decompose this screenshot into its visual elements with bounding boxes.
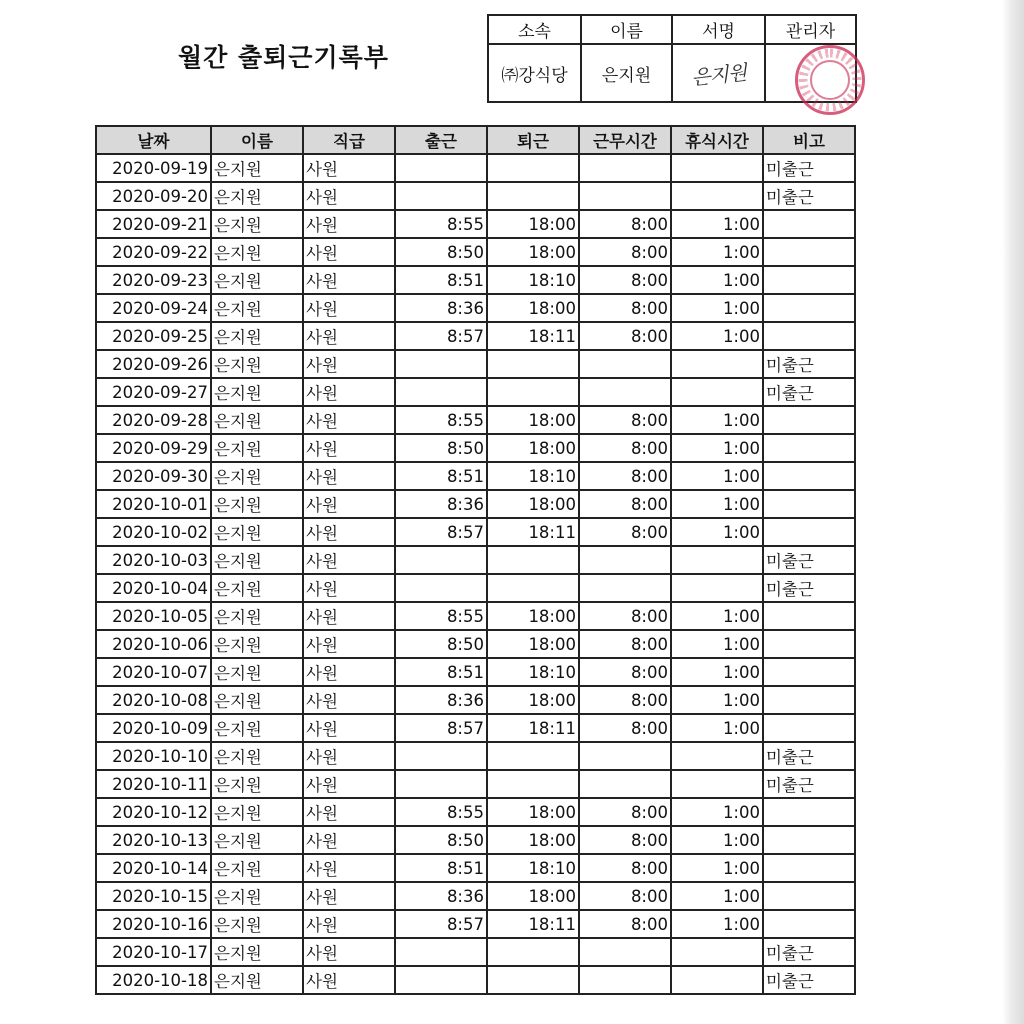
cell-clock-in: 8:57 xyxy=(395,714,487,742)
approval-header-name: 이름 xyxy=(581,15,672,44)
cell-clock-out xyxy=(487,574,579,602)
cell-date: 2020-09-27 xyxy=(96,378,211,406)
cell-work-hours: 8:00 xyxy=(579,434,671,462)
cell-rank: 사원 xyxy=(303,770,395,798)
cell-name: 은지원 xyxy=(211,546,303,574)
table-row xyxy=(96,322,855,350)
cell-clock-in xyxy=(395,350,487,378)
cell-work-hours: 8:00 xyxy=(579,406,671,434)
table-row xyxy=(96,686,855,714)
cell-name: 은지원 xyxy=(211,518,303,546)
cell-clock-in: 8:51 xyxy=(395,658,487,686)
cell-clock-out: 18:11 xyxy=(487,518,579,546)
cell-name: 은지원 xyxy=(211,882,303,910)
cell-work-hours: 8:00 xyxy=(579,210,671,238)
cell-rank: 사원 xyxy=(303,798,395,826)
cell-clock-in: 8:57 xyxy=(395,322,487,350)
cell-rank: 사원 xyxy=(303,182,395,210)
cell-clock-out xyxy=(487,182,579,210)
cell-date: 2020-09-21 xyxy=(96,210,211,238)
cell-date: 2020-10-17 xyxy=(96,938,211,966)
cell-clock-in: 8:50 xyxy=(395,238,487,266)
cell-rank: 사원 xyxy=(303,854,395,882)
cell-date: 2020-10-10 xyxy=(96,742,211,770)
log-header-note: 비고 xyxy=(763,126,855,154)
cell-date: 2020-10-14 xyxy=(96,854,211,882)
cell-note xyxy=(763,826,855,854)
cell-date: 2020-10-08 xyxy=(96,686,211,714)
name-value: 은지원 xyxy=(581,44,672,102)
cell-break-hours: 1:00 xyxy=(671,882,763,910)
cell-clock-in xyxy=(395,770,487,798)
cell-clock-in: 8:36 xyxy=(395,490,487,518)
cell-name: 은지원 xyxy=(211,630,303,658)
cell-date: 2020-09-26 xyxy=(96,350,211,378)
cell-rank: 사원 xyxy=(303,322,395,350)
cell-note xyxy=(763,434,855,462)
company-seal-stamp xyxy=(795,45,865,115)
cell-work-hours xyxy=(579,154,671,182)
cell-clock-in xyxy=(395,966,487,994)
cell-work-hours xyxy=(579,770,671,798)
cell-work-hours: 8:00 xyxy=(579,238,671,266)
cell-clock-out: 18:00 xyxy=(487,406,579,434)
table-row xyxy=(96,714,855,742)
cell-rank: 사원 xyxy=(303,546,395,574)
cell-note xyxy=(763,910,855,938)
cell-work-hours: 8:00 xyxy=(579,462,671,490)
cell-break-hours: 1:00 xyxy=(671,518,763,546)
cell-note xyxy=(763,630,855,658)
cell-clock-out: 18:00 xyxy=(487,686,579,714)
cell-note xyxy=(763,406,855,434)
cell-note: 미출근 xyxy=(763,742,855,770)
cell-break-hours: 1:00 xyxy=(671,406,763,434)
page-edge-shadow xyxy=(1002,0,1024,1024)
table-row xyxy=(96,938,855,966)
cell-work-hours xyxy=(579,966,671,994)
cell-clock-out: 18:00 xyxy=(487,602,579,630)
cell-note xyxy=(763,686,855,714)
cell-name: 은지원 xyxy=(211,742,303,770)
cell-clock-out: 18:00 xyxy=(487,826,579,854)
cell-break-hours xyxy=(671,770,763,798)
log-header-name: 이름 xyxy=(211,126,303,154)
cell-work-hours xyxy=(579,182,671,210)
cell-clock-in xyxy=(395,182,487,210)
cell-rank: 사원 xyxy=(303,490,395,518)
cell-note xyxy=(763,518,855,546)
cell-clock-out: 18:00 xyxy=(487,434,579,462)
table-row xyxy=(96,266,855,294)
cell-rank: 사원 xyxy=(303,910,395,938)
cell-note xyxy=(763,658,855,686)
table-row xyxy=(96,182,855,210)
table-row xyxy=(96,826,855,854)
cell-clock-out xyxy=(487,966,579,994)
cell-rank: 사원 xyxy=(303,686,395,714)
cell-name: 은지원 xyxy=(211,322,303,350)
cell-note: 미출근 xyxy=(763,154,855,182)
cell-rank: 사원 xyxy=(303,462,395,490)
table-row xyxy=(96,630,855,658)
table-row xyxy=(96,154,855,182)
cell-break-hours: 1:00 xyxy=(671,602,763,630)
cell-rank: 사원 xyxy=(303,518,395,546)
table-row xyxy=(96,798,855,826)
cell-rank: 사원 xyxy=(303,658,395,686)
cell-clock-in xyxy=(395,938,487,966)
cell-note xyxy=(763,210,855,238)
cell-name: 은지원 xyxy=(211,266,303,294)
cell-date: 2020-09-19 xyxy=(96,154,211,182)
cell-clock-out: 18:11 xyxy=(487,910,579,938)
cell-clock-in: 8:55 xyxy=(395,602,487,630)
cell-clock-out: 18:00 xyxy=(487,210,579,238)
cell-rank: 사원 xyxy=(303,966,395,994)
cell-break-hours: 1:00 xyxy=(671,210,763,238)
cell-name: 은지원 xyxy=(211,378,303,406)
cell-clock-in: 8:55 xyxy=(395,406,487,434)
cell-break-hours: 1:00 xyxy=(671,630,763,658)
cell-clock-in: 8:50 xyxy=(395,630,487,658)
cell-name: 은지원 xyxy=(211,154,303,182)
table-row xyxy=(96,462,855,490)
cell-rank: 사원 xyxy=(303,406,395,434)
table-row xyxy=(96,770,855,798)
cell-date: 2020-10-09 xyxy=(96,714,211,742)
cell-clock-out: 18:11 xyxy=(487,714,579,742)
cell-name: 은지원 xyxy=(211,182,303,210)
cell-clock-out: 18:00 xyxy=(487,490,579,518)
cell-date: 2020-09-28 xyxy=(96,406,211,434)
cell-date: 2020-09-30 xyxy=(96,462,211,490)
cell-clock-out: 18:11 xyxy=(487,322,579,350)
cell-note xyxy=(763,602,855,630)
log-header-row xyxy=(96,126,855,154)
cell-note: 미출근 xyxy=(763,182,855,210)
cell-break-hours: 1:00 xyxy=(671,714,763,742)
cell-clock-out xyxy=(487,546,579,574)
cell-clock-in: 8:51 xyxy=(395,854,487,882)
table-row xyxy=(96,378,855,406)
cell-work-hours: 8:00 xyxy=(579,686,671,714)
cell-break-hours: 1:00 xyxy=(671,238,763,266)
cell-clock-in xyxy=(395,378,487,406)
table-row xyxy=(96,406,855,434)
cell-clock-out xyxy=(487,378,579,406)
cell-clock-out: 18:00 xyxy=(487,630,579,658)
cell-rank: 사원 xyxy=(303,574,395,602)
cell-clock-in: 8:55 xyxy=(395,210,487,238)
cell-work-hours xyxy=(579,742,671,770)
attendance-log-table xyxy=(95,125,856,995)
cell-name: 은지원 xyxy=(211,826,303,854)
cell-clock-in: 8:50 xyxy=(395,826,487,854)
cell-work-hours xyxy=(579,378,671,406)
cell-break-hours: 1:00 xyxy=(671,322,763,350)
approval-header-manager: 관리자 xyxy=(765,15,856,44)
cell-note xyxy=(763,462,855,490)
cell-name: 은지원 xyxy=(211,490,303,518)
cell-break-hours xyxy=(671,742,763,770)
cell-rank: 사원 xyxy=(303,294,395,322)
cell-name: 은지원 xyxy=(211,210,303,238)
cell-break-hours xyxy=(671,938,763,966)
cell-clock-out: 18:10 xyxy=(487,266,579,294)
log-header-clock-out: 퇴근 xyxy=(487,126,579,154)
cell-rank: 사원 xyxy=(303,938,395,966)
cell-break-hours: 1:00 xyxy=(671,658,763,686)
cell-note: 미출근 xyxy=(763,378,855,406)
cell-rank: 사원 xyxy=(303,378,395,406)
cell-date: 2020-10-06 xyxy=(96,630,211,658)
table-row xyxy=(96,574,855,602)
cell-rank: 사원 xyxy=(303,238,395,266)
table-row xyxy=(96,238,855,266)
cell-date: 2020-10-07 xyxy=(96,658,211,686)
cell-clock-out xyxy=(487,938,579,966)
cell-break-hours xyxy=(671,966,763,994)
cell-clock-in xyxy=(395,546,487,574)
log-header-work-hours: 근무시간 xyxy=(579,126,671,154)
cell-name: 은지원 xyxy=(211,854,303,882)
cell-note xyxy=(763,490,855,518)
cell-note: 미출근 xyxy=(763,770,855,798)
cell-clock-in: 8:36 xyxy=(395,294,487,322)
cell-note xyxy=(763,882,855,910)
cell-work-hours: 8:00 xyxy=(579,882,671,910)
cell-name: 은지원 xyxy=(211,350,303,378)
cell-date: 2020-09-29 xyxy=(96,434,211,462)
cell-name: 은지원 xyxy=(211,574,303,602)
cell-rank: 사원 xyxy=(303,154,395,182)
cell-rank: 사원 xyxy=(303,742,395,770)
cell-rank: 사원 xyxy=(303,630,395,658)
cell-name: 은지원 xyxy=(211,714,303,742)
cell-rank: 사원 xyxy=(303,350,395,378)
cell-break-hours: 1:00 xyxy=(671,434,763,462)
cell-work-hours: 8:00 xyxy=(579,322,671,350)
cell-work-hours: 8:00 xyxy=(579,714,671,742)
cell-clock-out xyxy=(487,154,579,182)
cell-note xyxy=(763,854,855,882)
cell-note xyxy=(763,714,855,742)
cell-break-hours: 1:00 xyxy=(671,266,763,294)
cell-clock-out: 18:10 xyxy=(487,658,579,686)
cell-name: 은지원 xyxy=(211,770,303,798)
table-row xyxy=(96,294,855,322)
log-header-rank: 직급 xyxy=(303,126,395,154)
cell-work-hours: 8:00 xyxy=(579,630,671,658)
cell-clock-out xyxy=(487,770,579,798)
cell-work-hours: 8:00 xyxy=(579,602,671,630)
cell-clock-in: 8:57 xyxy=(395,518,487,546)
cell-date: 2020-10-04 xyxy=(96,574,211,602)
cell-name: 은지원 xyxy=(211,238,303,266)
cell-work-hours: 8:00 xyxy=(579,854,671,882)
stamp-center xyxy=(810,60,850,100)
cell-rank: 사원 xyxy=(303,210,395,238)
cell-note: 미출근 xyxy=(763,966,855,994)
cell-note xyxy=(763,322,855,350)
cell-date: 2020-10-18 xyxy=(96,966,211,994)
cell-clock-in: 8:36 xyxy=(395,882,487,910)
cell-note: 미출근 xyxy=(763,938,855,966)
cell-note: 미출근 xyxy=(763,350,855,378)
cell-date: 2020-10-11 xyxy=(96,770,211,798)
table-row xyxy=(96,882,855,910)
cell-clock-in: 8:50 xyxy=(395,434,487,462)
handwritten-signature: 은지원 xyxy=(690,59,748,90)
table-row xyxy=(96,518,855,546)
cell-clock-out: 18:00 xyxy=(487,798,579,826)
cell-date: 2020-09-25 xyxy=(96,322,211,350)
cell-name: 은지원 xyxy=(211,294,303,322)
cell-note xyxy=(763,294,855,322)
cell-break-hours: 1:00 xyxy=(671,826,763,854)
cell-date: 2020-10-05 xyxy=(96,602,211,630)
cell-clock-out xyxy=(487,742,579,770)
cell-clock-in: 8:55 xyxy=(395,798,487,826)
cell-break-hours xyxy=(671,182,763,210)
cell-work-hours: 8:00 xyxy=(579,266,671,294)
cell-rank: 사원 xyxy=(303,826,395,854)
table-row xyxy=(96,742,855,770)
cell-note xyxy=(763,798,855,826)
cell-clock-out: 18:00 xyxy=(487,238,579,266)
log-header-break-hours: 휴식시간 xyxy=(671,126,763,154)
cell-name: 은지원 xyxy=(211,658,303,686)
cell-clock-in: 8:51 xyxy=(395,266,487,294)
table-row xyxy=(96,658,855,686)
table-row xyxy=(96,434,855,462)
cell-name: 은지원 xyxy=(211,798,303,826)
log-body xyxy=(96,154,855,994)
cell-break-hours xyxy=(671,154,763,182)
cell-clock-in xyxy=(395,154,487,182)
cell-rank: 사원 xyxy=(303,882,395,910)
cell-work-hours xyxy=(579,574,671,602)
cell-note xyxy=(763,238,855,266)
cell-name: 은지원 xyxy=(211,910,303,938)
cell-work-hours: 8:00 xyxy=(579,518,671,546)
cell-break-hours xyxy=(671,574,763,602)
cell-date: 2020-09-24 xyxy=(96,294,211,322)
cell-note: 미출근 xyxy=(763,574,855,602)
cell-date: 2020-09-20 xyxy=(96,182,211,210)
log-header-date: 날짜 xyxy=(96,126,211,154)
cell-note: 미출근 xyxy=(763,546,855,574)
affiliation-value: ㈜강식당 xyxy=(488,44,581,102)
cell-break-hours xyxy=(671,378,763,406)
cell-work-hours: 8:00 xyxy=(579,294,671,322)
cell-rank: 사원 xyxy=(303,714,395,742)
cell-rank: 사원 xyxy=(303,602,395,630)
log-header-clock-in: 출근 xyxy=(395,126,487,154)
document-title: 월간 출퇴근기록부 xyxy=(178,43,389,72)
approval-header-affiliation: 소속 xyxy=(488,15,581,44)
cell-work-hours: 8:00 xyxy=(579,658,671,686)
cell-break-hours xyxy=(671,546,763,574)
cell-clock-out: 18:00 xyxy=(487,882,579,910)
table-row xyxy=(96,910,855,938)
cell-name: 은지원 xyxy=(211,966,303,994)
cell-break-hours: 1:00 xyxy=(671,462,763,490)
cell-work-hours: 8:00 xyxy=(579,910,671,938)
cell-work-hours xyxy=(579,938,671,966)
cell-name: 은지원 xyxy=(211,602,303,630)
cell-clock-out: 18:10 xyxy=(487,462,579,490)
cell-date: 2020-10-12 xyxy=(96,798,211,826)
cell-clock-in xyxy=(395,574,487,602)
cell-date: 2020-10-02 xyxy=(96,518,211,546)
cell-break-hours: 1:00 xyxy=(671,798,763,826)
cell-name: 은지원 xyxy=(211,462,303,490)
cell-clock-out: 18:00 xyxy=(487,294,579,322)
cell-work-hours: 8:00 xyxy=(579,826,671,854)
cell-name: 은지원 xyxy=(211,434,303,462)
cell-clock-in: 8:36 xyxy=(395,686,487,714)
cell-rank: 사원 xyxy=(303,266,395,294)
cell-date: 2020-09-22 xyxy=(96,238,211,266)
cell-clock-in: 8:57 xyxy=(395,910,487,938)
cell-name: 은지원 xyxy=(211,938,303,966)
table-row xyxy=(96,490,855,518)
cell-work-hours xyxy=(579,350,671,378)
cell-clock-out: 18:10 xyxy=(487,854,579,882)
cell-work-hours xyxy=(579,546,671,574)
cell-name: 은지원 xyxy=(211,406,303,434)
cell-break-hours: 1:00 xyxy=(671,294,763,322)
cell-break-hours xyxy=(671,350,763,378)
cell-name: 은지원 xyxy=(211,686,303,714)
cell-clock-in xyxy=(395,742,487,770)
cell-date: 2020-09-23 xyxy=(96,266,211,294)
table-row xyxy=(96,602,855,630)
cell-date: 2020-10-01 xyxy=(96,490,211,518)
table-row xyxy=(96,966,855,994)
cell-date: 2020-10-03 xyxy=(96,546,211,574)
cell-work-hours: 8:00 xyxy=(579,490,671,518)
cell-break-hours: 1:00 xyxy=(671,686,763,714)
approval-header-row xyxy=(488,15,856,44)
cell-clock-out xyxy=(487,350,579,378)
cell-date: 2020-10-16 xyxy=(96,910,211,938)
table-row xyxy=(96,546,855,574)
cell-break-hours: 1:00 xyxy=(671,910,763,938)
cell-rank: 사원 xyxy=(303,434,395,462)
cell-note xyxy=(763,266,855,294)
cell-date: 2020-10-13 xyxy=(96,826,211,854)
cell-break-hours: 1:00 xyxy=(671,490,763,518)
cell-date: 2020-10-15 xyxy=(96,882,211,910)
approval-header-signature: 서명 xyxy=(672,15,765,44)
table-row xyxy=(96,350,855,378)
cell-break-hours: 1:00 xyxy=(671,854,763,882)
table-row xyxy=(96,854,855,882)
cell-clock-in: 8:51 xyxy=(395,462,487,490)
signature-cell xyxy=(672,44,765,102)
table-row xyxy=(96,210,855,238)
cell-work-hours: 8:00 xyxy=(579,798,671,826)
